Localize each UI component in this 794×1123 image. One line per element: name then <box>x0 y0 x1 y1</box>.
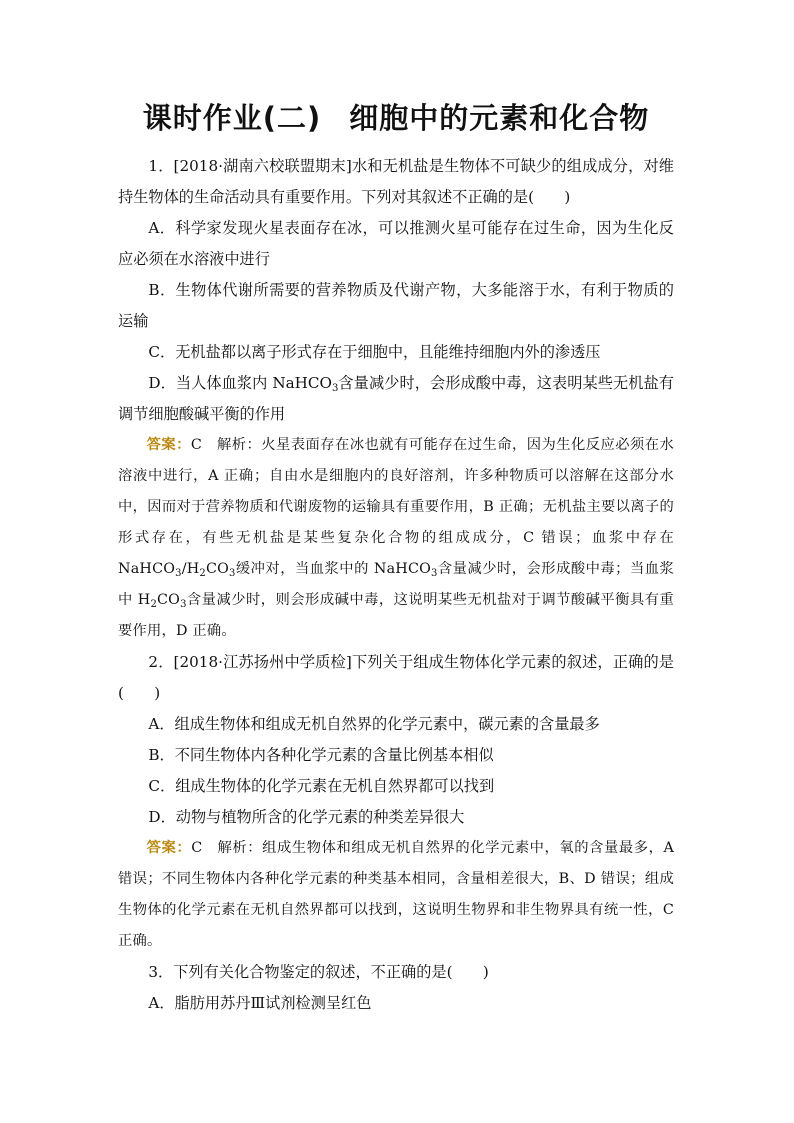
question-2-option-a: A．组成生物体和组成无机自然界的化学元素中，碳元素的含量最多 <box>148 715 600 733</box>
answer-label: 答案： <box>146 437 191 453</box>
answer-label: 答案： <box>146 840 192 856</box>
question-1-stem: 1．[2018·湖南六校联盟期末]水和无机盐是生物体不可缺少的组成成分，对维持生物体的生命活动具有重要作用。下列对其叙述不正确的是( ) <box>118 157 674 206</box>
title-part1: 课时作业(二) <box>142 101 322 135</box>
question-2-option-d: D．动物与植物所含的化学元素的种类差异很大 <box>148 808 465 826</box>
question-1-option-c: C．无机盐都以离子形式存在于细胞中，且能维持细胞内外的渗透压 <box>148 343 601 361</box>
question-2-answer: 答案：C 解析：组成生物体和组成无机自然界的化学元素中，氧的含量最多，A 错误；不同生物体内各种化学元素的种类基本相同，含量相差很大，B、D 错误；组成生物体的化学元素在无机自然界都可以找到，这说明生物界和非生物界具有统一性，C 正确。 <box>118 840 674 949</box>
question-3-stem: 3．下列有关化合物鉴定的叙述，不正确的是( ) <box>148 963 489 981</box>
question-1-option-d: D．当人体血浆内 NaHCO$_3$含量减少时，会形成酸中毒，这表明某些无机盐有调节细胞酸碱平衡的作用 <box>118 374 674 423</box>
title-part2: 细胞中的元素和化合物 <box>349 101 650 135</box>
question-2-option-b: B．不同生物体内各种化学元素的含量比例基本相似 <box>148 746 494 764</box>
question-3-option-a: A．脂肪用苏丹Ⅲ试剂检测呈红色 <box>148 994 372 1012</box>
question-2-stem: 2．[2018·江苏扬州中学质检]下列关于组成生物体化学元素的叙述，正确的是( ) <box>118 653 674 702</box>
question-1-option-b: B．生物体代谢所需要的营养物质及代谢产物，大多能溶于水，有利于物质的运输 <box>118 281 674 330</box>
question-2-option-c: C．组成生物体的化学元素在无机自然界都可以找到 <box>148 777 495 795</box>
question-1-answer: 答案：C 解析：火星表面存在冰也就有可能存在过生命，因为生化反应必须在水溶液中进行，A 正确；自由水是细胞内的良好溶剂，许多种物质可以溶解在这部分水中，因而对于营养物质和代谢废物的运输具有重要作用，B 正确；无机盐主要以离子的形式存在，有些无机盐是某些复杂化合物的组成成分，C 错误；血浆中存在 $NaHCO_3/H_2CO_3$缓冲对，当血浆中的 NaHCO$_3$含量减少时，会形成酸中毒；当血浆中 $H_2CO_3$含量减少时，则会形成碱中毒，这说明某些无机盐对于调节酸碱平衡具有重要作用，D 正确。 <box>118 437 674 639</box>
page-title <box>118 96 674 137</box>
document-page <box>118 96 674 1019</box>
question-1-option-a: A．科学家发现火星表面存在冰，可以推测火星可能存在过生命，因为生化反应必须在水溶液中进行 <box>118 219 674 268</box>
